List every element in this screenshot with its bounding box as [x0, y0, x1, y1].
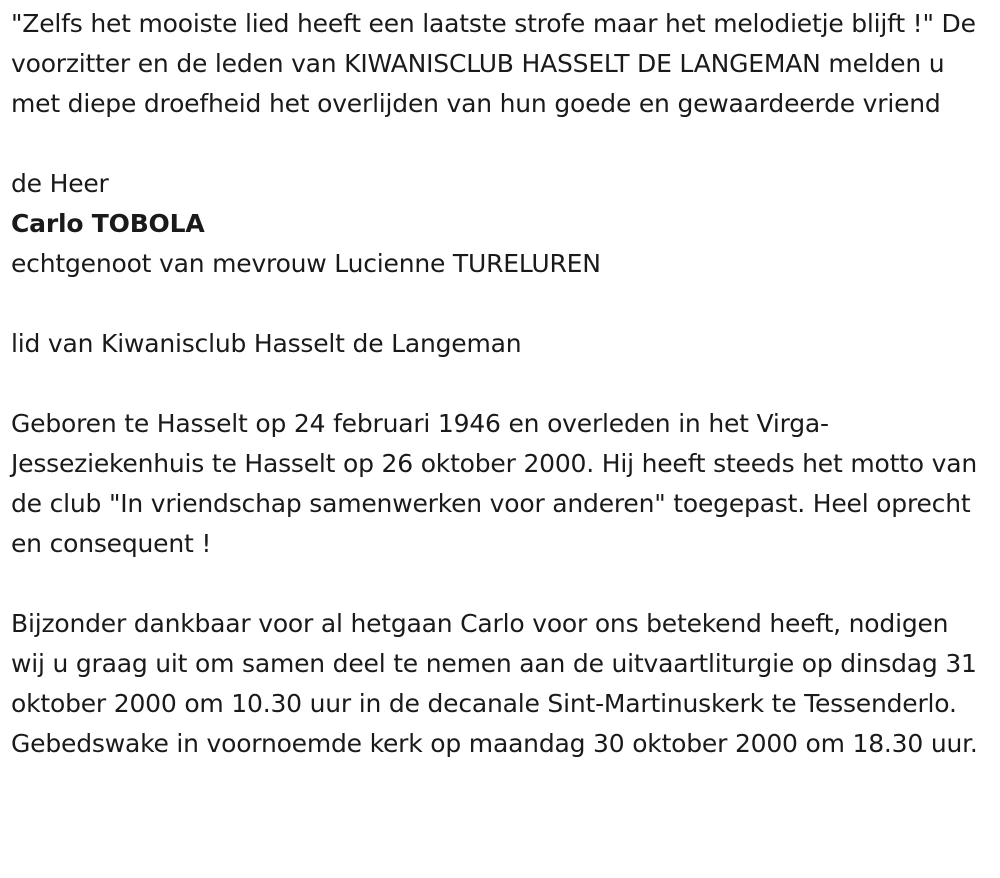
biography-paragraph: Geboren te Hasselt op 24 februari 1946 en overleden in het Virga-Jesseziekenhuis te Hasselt op 26 oktober 2000. Hij heeft steeds het motto van de club "In vriendschap samenwerken voor anderen" toegepast. Heel oprecht en consequent ! — [11, 409, 977, 558]
salutation: de Heer — [11, 169, 109, 198]
spacer — [11, 364, 986, 404]
obituary-document — [11, 4, 986, 764]
membership-line: lid van Kiwanisclub Hasselt de Langeman — [11, 329, 522, 358]
spacer — [11, 124, 986, 164]
intro-paragraph: "Zelfs het mooiste lied heeft een laatste strofe maar het melodietje blijft !" De voorzitter en de leden van KIWANISCLUB HASSELT DE LANGEMAN melden u met diepe droefheid het overlijden van hun goede en gewaardeerde vriend — [11, 9, 976, 118]
spacer — [11, 284, 986, 324]
spacer — [11, 564, 986, 604]
funeral-notice-paragraph: Bijzonder dankbaar voor al hetgaan Carlo voor ons betekend heeft, nodigen wij u graag uit om samen deel te nemen aan de uitvaartliturgie op dinsdag 31 oktober 2000 om 10.30 uur in de decanale Sint-Martinuskerk te Tessenderlo. Gebedswake in voornoemde kerk op maandag 30 oktober 2000 om 18.30 uur. — [11, 609, 978, 758]
spouse-line: echtgenoot van mevrouw Lucienne TURELUREN — [11, 249, 601, 278]
deceased-name: Carlo TOBOLA — [11, 209, 205, 238]
